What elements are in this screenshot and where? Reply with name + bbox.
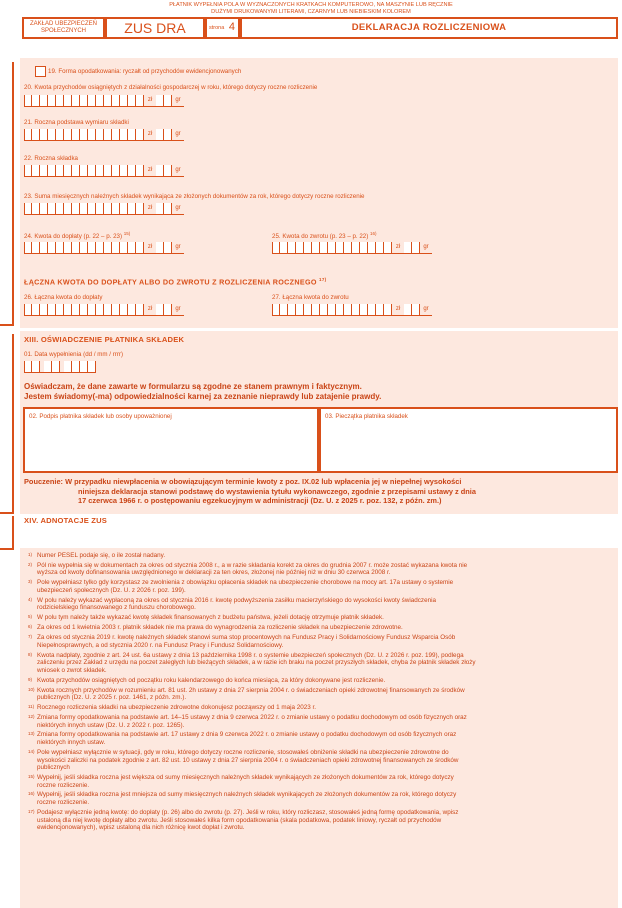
section-xiv-title: XIV. ADNOTACJE ZUS — [24, 516, 108, 525]
footnote-number: 17) — [28, 808, 35, 814]
gr-unit: gr — [420, 242, 432, 253]
footnote — [28, 774, 610, 789]
f27-label: 27. Łączna kwota do zwrotu — [272, 294, 349, 301]
footnote-number: 12) — [28, 713, 35, 719]
pouczenie-line-3: 17 czerwca 1966 r. o postępowaniu egzekucyjnym w administracji (Dz. U. z 2025 r. poz. 132, z późn. zm.) — [78, 496, 442, 505]
footnote-number: 14) — [28, 748, 35, 754]
zl-unit: zł — [144, 129, 156, 140]
footnote-line: Wypełnij, jeśli składka roczna jest większa od sumy miesięcznych należnych składek wynikających ze złożonych dokumentów za rok, którego dotyczy — [37, 774, 454, 781]
footnote-line: wniosek o zwrot składek. — [37, 666, 107, 674]
f20-amount-input[interactable] — [24, 95, 184, 107]
pouczenie-line-1: Pouczenie: W przypadku niewpłacenia w obowiązującym terminie kwoty z poz. IX.02 lub wpłacenia jej w niepełnej wysokości — [24, 477, 462, 486]
footnote-line: Pole wypełniasz wyłącznie w sytuacji, gdy w roku, którego dotyczy roczne rozliczenie, stosowałeś obniżenie składki na ubezpieczenie zdrowotne do — [37, 748, 449, 756]
page-number: 4 — [228, 21, 235, 33]
footnote-line: Za okres od 1 kwietnia 2003 r. płatnik składek nie ma prawa do wynagrodzenia za rozliczenie składek na ubezpieczenie zdrowotne. — [37, 624, 403, 632]
zl-unit: zł — [392, 304, 404, 315]
f21-label: 21. Roczna podstawa wymiaru składki — [24, 119, 129, 126]
footnote — [28, 809, 610, 832]
footnote-number: 10) — [28, 686, 35, 692]
f19-checkbox[interactable] — [35, 66, 46, 77]
form-code-box — [105, 17, 205, 39]
stamp-box[interactable] — [319, 407, 618, 473]
footnote-number: 2) — [28, 561, 33, 567]
gr-unit: gr — [172, 203, 184, 214]
statement-truth: Oświadczam, że dane zawarte w formularzu są zgodne ze stanem prawnym i faktycznym. — [24, 382, 362, 391]
footnote-line: publicznych (Dz. U. z 2025 r. poz. 1461, z późn. zm.). — [37, 694, 187, 702]
pouczenie-line-2: niniejsza deklaracja stanowi podstawę do wystawienia tytułu wykonawczego, zgodnie z przepisami ustawy z dnia — [78, 486, 476, 496]
footnote — [28, 677, 610, 685]
page-label: strona — [209, 25, 225, 31]
f24-label: 24. Kwota do dopłaty (p. 22 – p. 23) $^{15)}$ — [24, 231, 131, 241]
footnote-number: 11) — [28, 704, 35, 710]
signature-label: 02. Podpis płatnika składek lub osoby upoważnionej — [29, 413, 172, 420]
gr-unit: gr — [172, 242, 184, 253]
footnote-line: Zmiana formy opodatkowania na podstawie art. 14–15 ustawy z dnia 9 czerwca 2022 r. o zmianie ustawy o podatku dochodowym od osób fizycznych oraz — [37, 713, 467, 721]
gr-unit: gr — [172, 95, 184, 106]
stamp-label: 03. Pieczątka płatnika składek — [325, 413, 408, 420]
zl-unit: zł — [144, 203, 156, 214]
footnote-line: Kwota rocznych przychodów w rozumieniu art. 81 ust. 2h ustawy z dnia 27 sierpnia 2004 r. o świadczeniach opieki zdrowotnej finansowanych ze środków — [37, 686, 465, 694]
footnote — [28, 634, 610, 649]
footnote-line: Kwota przychodów osiągniętych od początku roku kalendarzowego do końca miesiąca, za który dokonywane jest rozliczenie. — [37, 676, 386, 684]
footnote-number: 15) — [28, 774, 35, 779]
footnote-number: 8) — [28, 651, 33, 657]
instruction-line-2: DUŻYMI DRUKOWANYMI LITERAMI, CZARNYM LUB NIEBIESKIM KOLOREM — [211, 9, 411, 15]
footnote-number: 3) — [28, 579, 33, 585]
gr-unit: gr — [420, 304, 432, 315]
footnote-number: 5) — [28, 614, 33, 620]
gr-unit: gr — [172, 165, 184, 176]
date-label: 01. Data wypełnienia (dd / mm / rrrr) — [24, 351, 124, 358]
section-xiv-bracket — [0, 516, 14, 550]
footnote-line: rodzicielskiego finansowanego z funduszu chorobowego. — [37, 604, 196, 612]
footnote-line: publicznych — [37, 764, 70, 772]
footnote-line: Podajesz wyłącznie jedną kwotę: do dopłaty (p. 26) albo do zwrotu (p. 27). Jeśli w roku, który rozliczasz, stosowałeś jedną formę opodatkowania, wpisz — [37, 808, 459, 816]
footnote — [28, 614, 610, 622]
footnote-line: zaliczeniu przez Zakład z urzędu na poczet zaległych lub bieżących składek, a w razie ich braku na poczet przyszłych składek, chyba że płatnik składek złoży — [37, 659, 476, 667]
f22-label: 22. Roczna składka — [24, 155, 78, 162]
footnote-line: Rocznego rozliczenia składki na ubezpieczenie zdrowotne dokonujesz począwszy od 1 maja 2023 r. — [37, 704, 316, 712]
gr-unit: gr — [172, 129, 184, 140]
footnote — [28, 624, 610, 632]
footnote — [28, 731, 610, 746]
footnotes-list — [28, 552, 610, 834]
footnote-number: 13) — [28, 731, 35, 737]
section-xiii-bracket — [0, 334, 14, 514]
pouczenie — [24, 477, 614, 506]
f23-amount-input[interactable] — [24, 203, 184, 215]
footnote-number: 7) — [28, 634, 33, 640]
footnote — [28, 562, 610, 577]
footnote — [28, 552, 610, 560]
footnote-line: Za okres od stycznia 2019 r. kwotę należnych składek stanowi suma stop procentowych na Fundusz Pracy i Solidarnościowy Fundusz Wsparcia Osób — [37, 634, 456, 642]
document-title: DEKLARACJA ROZLICZENIOWA — [351, 22, 507, 33]
footnote-line: Pole wypełniasz tylko gdy korzystasz ze zwolnienia z obowiązku opłacenia składek na ubezpieczenie chorobowe na mocy art. 17a ustawy o systemie — [37, 579, 454, 587]
footnote — [28, 579, 610, 594]
gr-unit: gr — [172, 304, 184, 315]
footnote — [28, 597, 610, 612]
f25-label: 25. Kwota do zwrotu (p. 23 – p. 22) $^{16)}$ — [272, 231, 377, 241]
institution-box — [22, 17, 105, 39]
f26-label: 26. Łączna kwota do dopłaty — [24, 294, 103, 301]
footnote-line: ewidencjonowanych), wpisz ustaloną dla nich różnicę kwot dopłat i zwrotu. — [37, 824, 245, 832]
f23-label: 23. Suma miesięcznych należnych składek wynikająca ze złożonych dokumentów za rok, którego dotyczy roczne rozliczenie — [24, 193, 365, 200]
footnote-number: 6) — [28, 624, 33, 630]
footnote — [28, 652, 610, 675]
footnote — [28, 749, 610, 772]
footnote-line: Kwota nadpłaty, zgodnie z art. 24 ust. 6a ustawy z dnia 13 października 1998 r. o systemie ubezpieczeń społecznych (Dz. U. z 2026 r. poz. 199), podlega — [37, 651, 464, 659]
section-bracket — [0, 62, 14, 326]
statement-liability: Jestem świadomy(-ma) odpowiedzialności karnej za zeznanie nieprawdy lub zatajenie prawdy. — [24, 392, 382, 401]
f20-label: 20. Kwota przychodów osiągniętych z działalności gospodarczej w roku, którego dotyczy roczne rozliczenie — [24, 84, 318, 91]
date-input[interactable] — [24, 361, 96, 373]
footnote-line: W polu należy wykazać wypłaconą za okres od stycznia 2016 r. kwotę podwyższenia zasiłku macierzyńskiego do wysokości kwoty świadczenia — [37, 596, 436, 604]
footnote-line: roczne rozliczenie. — [37, 781, 90, 789]
zl-unit: zł — [144, 95, 156, 106]
footnote-line: Niepełnosprawnych, a od stycznia 2020 r. na Fundusz Pracy i Fundusz Solidarnościowy. — [37, 641, 284, 649]
footnote-line: Pól nie wypełnia się w dokumentach za okres od stycznia 2008 r., a w razie składania korekt za okres do grudnia 2007 r. może zostać wykazana kwota nie — [37, 561, 468, 569]
footnote-number: 1) — [28, 552, 33, 557]
instruction-line-1: PŁATNIK WYPEŁNIA POLA W WYZNACZONYCH KRATKACH KOMPUTEROWO, NA MASZYNIE LUB RĘCZNIE — [169, 2, 453, 8]
footnote-line: Zmiana formy opodatkowania na podstawie art. 17 ustawy z dnia 9 czerwca 2022 r. o zmianie ustawy o podatku dochodowym od osób fizycznych oraz — [37, 731, 457, 739]
footnote-line: roczne rozliczenie. — [37, 799, 90, 807]
footnote-line: Wypełnij, jeśli składka roczna jest mniejsza od sumy miesięcznych należnych składek wynikających ze złożonych dokumentów za rok, którego dotyczy — [37, 791, 457, 799]
f26-amount-input[interactable] — [24, 304, 184, 316]
footnote-number: 4) — [28, 596, 33, 602]
footnote-number: 16) — [28, 791, 35, 797]
page-box — [205, 17, 240, 39]
footnote-number: 9) — [28, 676, 33, 682]
zl-unit: zł — [144, 242, 156, 253]
footnote-line: niektórych innych ustaw. — [37, 739, 106, 747]
signature-box[interactable] — [23, 407, 319, 473]
zl-unit: zł — [392, 242, 404, 253]
f25-amount-input[interactable] — [272, 242, 432, 254]
footnote — [28, 714, 610, 729]
footnote-line: wyższa od kwoty dofinansowania uwzględnionego w deklaracji za ten okres, złożonej nie później niż w dniu 30 czerwca 2008 r. — [37, 569, 391, 577]
footnote-line: niektórych innych ustaw (Dz. U. z 2022 r. poz. 1265). — [37, 721, 185, 729]
title-box — [240, 17, 618, 39]
f22-amount-input[interactable] — [24, 165, 184, 177]
footnote — [28, 791, 610, 806]
zl-unit: zł — [144, 304, 156, 315]
section-xiii-title: XIII. OŚWIADCZENIE PŁATNIKA SKŁADEK — [24, 335, 185, 344]
f21-amount-input[interactable] — [24, 129, 184, 141]
zl-unit: zł — [144, 165, 156, 176]
f27-amount-input[interactable] — [272, 304, 432, 316]
footnote-line: Numer PESEL podaje się, o ile został nadany. — [37, 552, 166, 559]
total-heading: ŁĄCZNA KWOTA DO DOPŁATY ALBO DO ZWROTU Z ROZLICZENIA ROCZNEGO $^{17)}$ — [24, 277, 327, 287]
filling-instruction — [0, 2, 622, 16]
footnote — [28, 704, 610, 712]
footnote-line: ubezpieczeń społecznych (Dz. U. z 2026 r. poz. 199). — [37, 586, 186, 594]
form-code: ZUS DRA — [124, 20, 186, 36]
f19-label: 19. Forma opodatkowania: ryczałt od przychodów ewidencjonowanych — [48, 68, 242, 75]
footnote-line: W polu tym należy także wykazać kwotę składek finansowanych z budżetu państwa, jeżeli dotację otrzymuje płatnik składek. — [37, 614, 384, 622]
footnote-line: wysokości zaliczki na podatek zgodnie z art. 82 ust. 10 ustawy z dnia 27 sierpnia 2004 r. o świadczeniach opieki zdrowotnej finansowanych ze środków — [37, 756, 459, 764]
f24-amount-input[interactable] — [24, 242, 184, 254]
institution-name: ZAKŁAD UBEZPIECZEŃ SPOŁECZNYCH — [29, 21, 97, 34]
footnote-line: ustaloną dla niej kwotę dopłaty albo zwrotu. Jeśli stosowałeś kilka form opodatkowania (skala podatkowa, podatek liniowy, ryczałt od przychodów — [37, 816, 442, 824]
footnote — [28, 687, 610, 702]
